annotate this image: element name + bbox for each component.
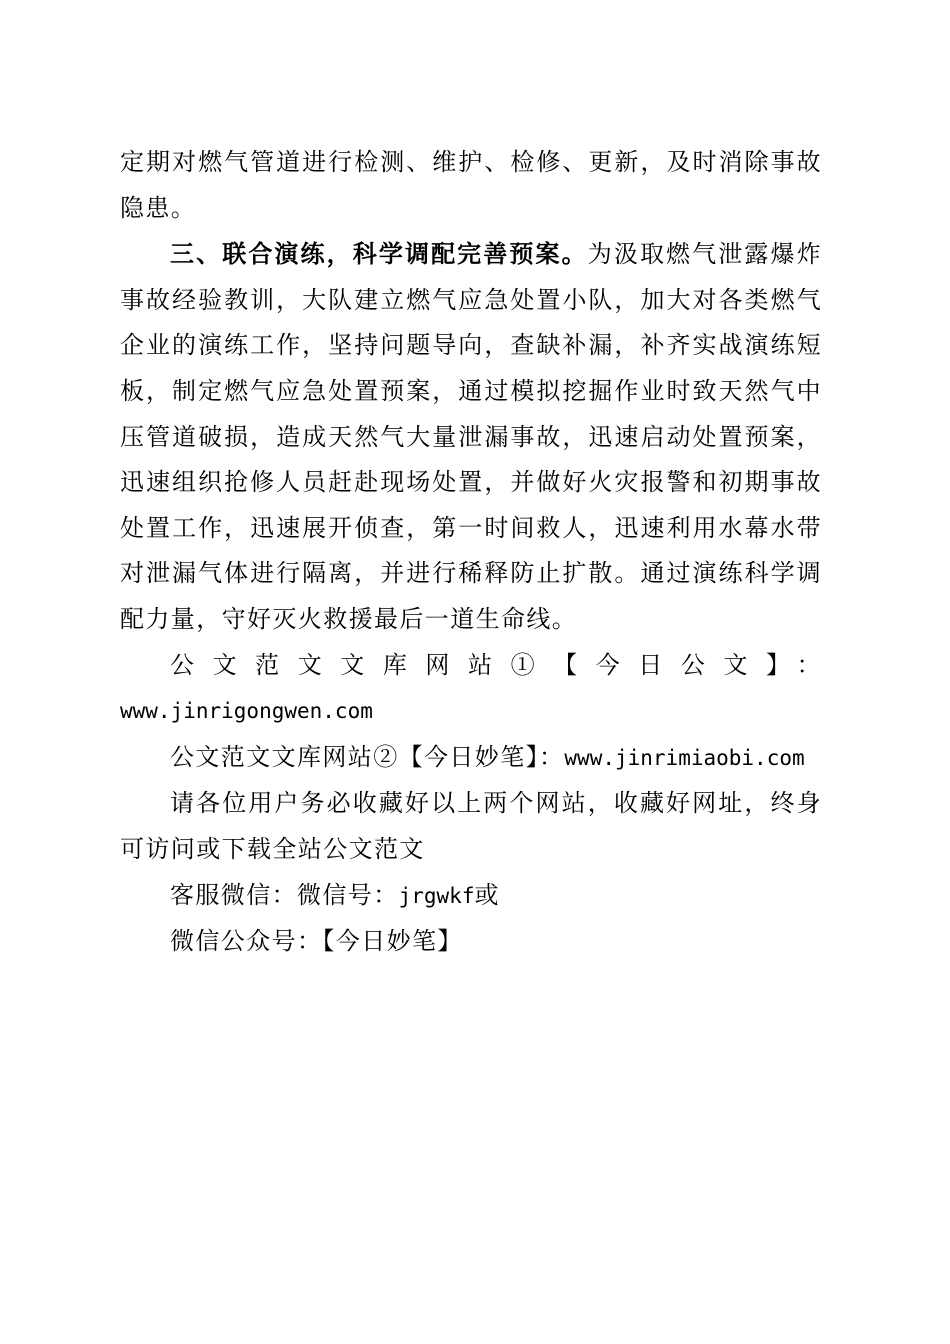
- site-label: 公文范文文库网站①【今日公文】：: [170, 650, 822, 679]
- official-account-text: 微信公众号：【今日妙笔】: [170, 927, 463, 956]
- site-line-1-url: [120, 688, 822, 735]
- paragraph-text: 定期对燃气管道进行检测、维护、检修、更新，及时消除事故隐患。: [120, 148, 822, 222]
- paragraph-pipeline-maintenance: [120, 140, 822, 231]
- document-page: [120, 140, 822, 965]
- notice-text: 请各位用户务必收藏好以上两个网站，收藏好网址，终身可访问或下载全站公文范文: [120, 789, 822, 863]
- site-label: 公文范文文库网站②【今日妙笔】：: [170, 742, 565, 771]
- paragraph-text: 为汲取燃气泄露爆炸事故经验教训，大队建立燃气应急处置小队，加大对各类燃气企业的演练工作，坚持问题导向，查缺补漏，补齐实战演练短板，制定燃气应急处置预案，通过模拟挖掘作业时致天然气中压管道破损，造成天然气大量泄漏事故，迅速启动处置预案，迅速组织抢修人员赶赴现场处置，并做好火灾报警和初期事故处置工作，迅速展开侦查，第一时间救人，迅速利用水幕水带对泄漏气体进行隔离，并进行稀释防止扩散。通过演练科学调配力量，守好灭火救援最后一道生命线。: [120, 240, 822, 633]
- wechat-id: jrgwkf: [398, 883, 475, 908]
- site-line-1: [120, 643, 822, 689]
- site-line-2: [120, 735, 822, 782]
- site-url-link[interactable]: www.jinrigongwen.com: [120, 699, 373, 724]
- section-heading: 三、联合演练，科学调配完善预案。: [170, 239, 588, 269]
- service-label: 客服微信：微信号：: [170, 880, 399, 909]
- notice-paragraph: [120, 781, 822, 872]
- paragraph-joint-drill: [120, 231, 822, 642]
- service-or: 或: [474, 880, 500, 909]
- official-account-line: [120, 919, 822, 965]
- site-url-link[interactable]: www.jinrimiaobi.com: [564, 745, 805, 770]
- customer-service-line: [120, 873, 822, 920]
